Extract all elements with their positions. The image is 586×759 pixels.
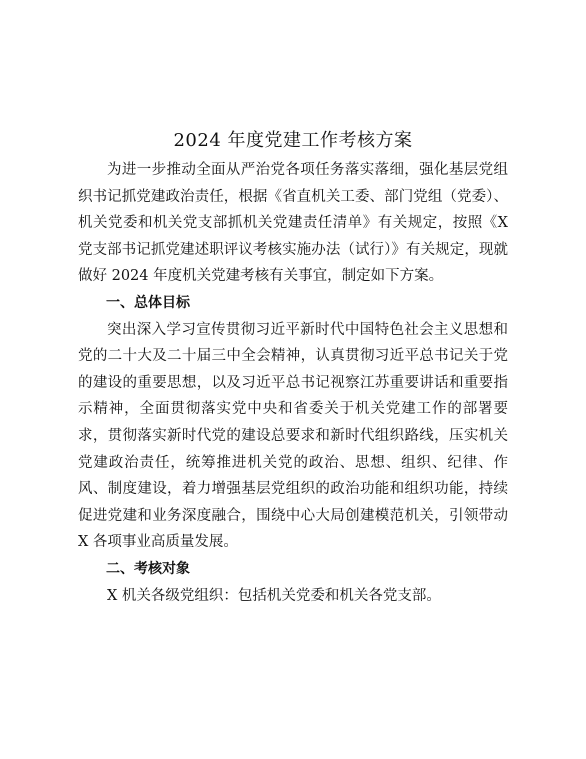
section-paragraph-assessment-targets: X 机关各级党组织：包括机关党委和机关各党支部。 xyxy=(107,587,441,604)
section-heading-overall-goal: 一、总体目标 xyxy=(106,294,190,311)
document-body xyxy=(78,157,508,609)
section-paragraph-overall-goal: 突出深入学习宣传贯彻习近平新时代中国特色社会主义思想和党的二十大及二十届三中全会精神，认真贯彻习近平总书记关于党的建设的重要思想，以及习近平总书记视察江苏重要讲话和重要指示精神，全面贯彻落实党中央和省委关于机关党建工作的部署要求，贯彻落实新时代党的建设总要求和新时代组织路线，压实机关党建政治责任，统筹推进机关党的政治、思想、组织、纪律、作风、制度建设，着力增强基层党组织的政治功能和组织功能，持续促进党建和业务深度融合，围绕中心大局创建模范机关，引领带动 X 各项事业高质量发展。 xyxy=(78,321,508,551)
document-title: 2024 年度党建工作考核方案 xyxy=(173,130,413,151)
intro-paragraph: 为进一步推动全面从严治党各项任务落实落细，强化基层党组织书记抓党建政治责任，根据《省直机关工委、部门党组（党委）、机关党委和机关党支部抓机关党建责任清单》有关规定，按照《X 党支部书记抓党建述职评议考核实施办法（试行）》有关规定，现就做好 2024 年度机关党建考核有关事宜，制定如下方案。 xyxy=(78,162,508,285)
section-heading-assessment-targets: 二、考核对象 xyxy=(106,560,190,577)
